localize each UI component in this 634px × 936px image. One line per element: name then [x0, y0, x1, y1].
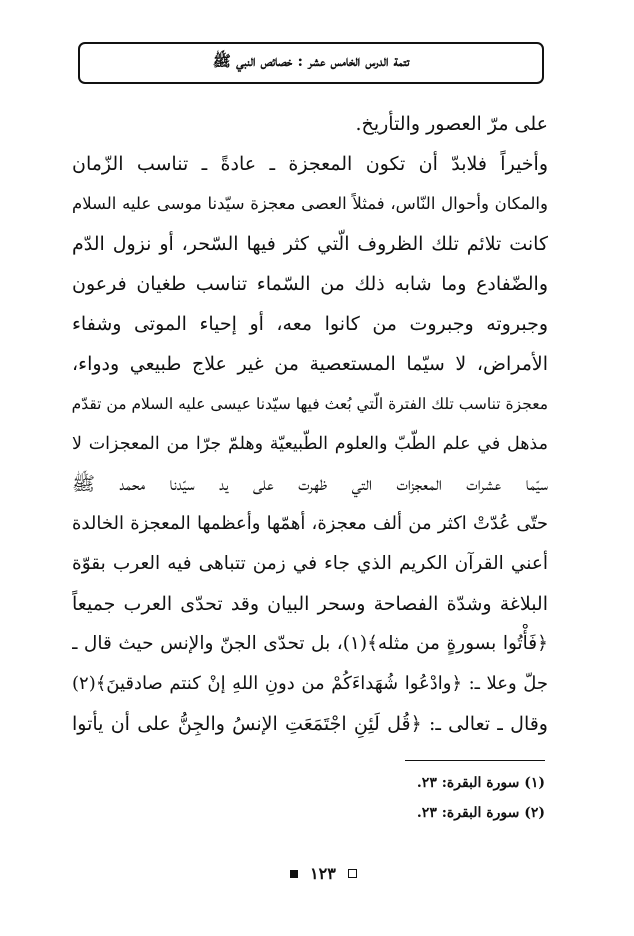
empty-square-icon — [348, 869, 357, 878]
running-header — [78, 42, 544, 84]
page-number: ١٢٣ — [310, 864, 336, 883]
text-line: مذهل في علم الطّبّ والعلوم الطّبيعيّة وهلمّ جرّا من المعجزات لا — [72, 434, 548, 454]
text-line: جلّ وعلا ـ: ﴿وادْعُوا شُهَداءَكُمْ من دونِ اللهِ إنْ كنتم صادقينَ﴾(٢) — [72, 673, 548, 694]
text-line: وقال ـ تعالى ـ: ﴿قُل لَئِنِ اجْتَمَعَتِ الإنسُ والجِنُّ على أن يأتوا — [72, 713, 548, 735]
footnote: (١) سورة البقرة: ٢٣. — [416, 775, 545, 791]
text-line: على مرّ العصور والتأريخ. — [355, 113, 548, 135]
text-line: ﴿فَأْتُوا بسورةٍ من مثله﴾(١)، بل تحدّى الجنّ والإنس حيث قال ـ — [72, 633, 548, 654]
text-line: معجزة تناسب تلك الفترة الّتي بُعث فيها سيّدنا عيسى عليه السلام من تقدّم — [72, 395, 548, 413]
footnote: (٢) سورة البقرة: ٢٣. — [416, 805, 545, 821]
text-line: سيّما عشرات المعجزات التي ظهرت على يد سيّدنا محمد ﷺ — [72, 473, 548, 495]
text-line: حتّى عُدّتْ اكثر من ألف معجزة، أهمّها وأعظمها المعجزة الخالدة — [72, 513, 548, 534]
footnote-divider — [405, 760, 545, 761]
text-line: كانت تلائم تلك الظروف الّتي كثر فيها السّحر، أو نزول الدّم — [72, 233, 548, 255]
text-line: والمكان وأحوال النّاس، فمثلاً العصى معجزة سيّدنا موسى عليه السلام — [72, 194, 548, 213]
text-line: والضّفادع وما شابه ذلك من السّماء تناسب طغيان فرعون — [72, 273, 548, 295]
filled-square-icon — [290, 870, 298, 878]
text-line: وجبروته وجبروت من كانوا معه، أو إحياء الموتى وشفاء — [72, 313, 548, 335]
page-number-area — [290, 864, 357, 883]
text-line: وأخيراً فلابدّ أن تكون المعجزة ـ عادةً ـ تناسب الزّمان — [72, 153, 548, 175]
footnotes — [300, 768, 545, 828]
text-line: البلاغة وشدّة الفصاحة وسحر البيان وقد تحدّى العرب جميعاً — [72, 593, 548, 615]
body-text — [72, 104, 548, 744]
text-line: أعني القرآن الكريم الذي جاء في زمن تتباهى فيه العرب بقوّة — [72, 553, 548, 574]
text-line: الأمراض، لا سيّما المستعصية من غير علاج طبيعي ودواء، — [72, 353, 548, 375]
header-title: تتمة الدرس الخامس عشر : خصائص النبي ﷺ — [212, 52, 410, 70]
